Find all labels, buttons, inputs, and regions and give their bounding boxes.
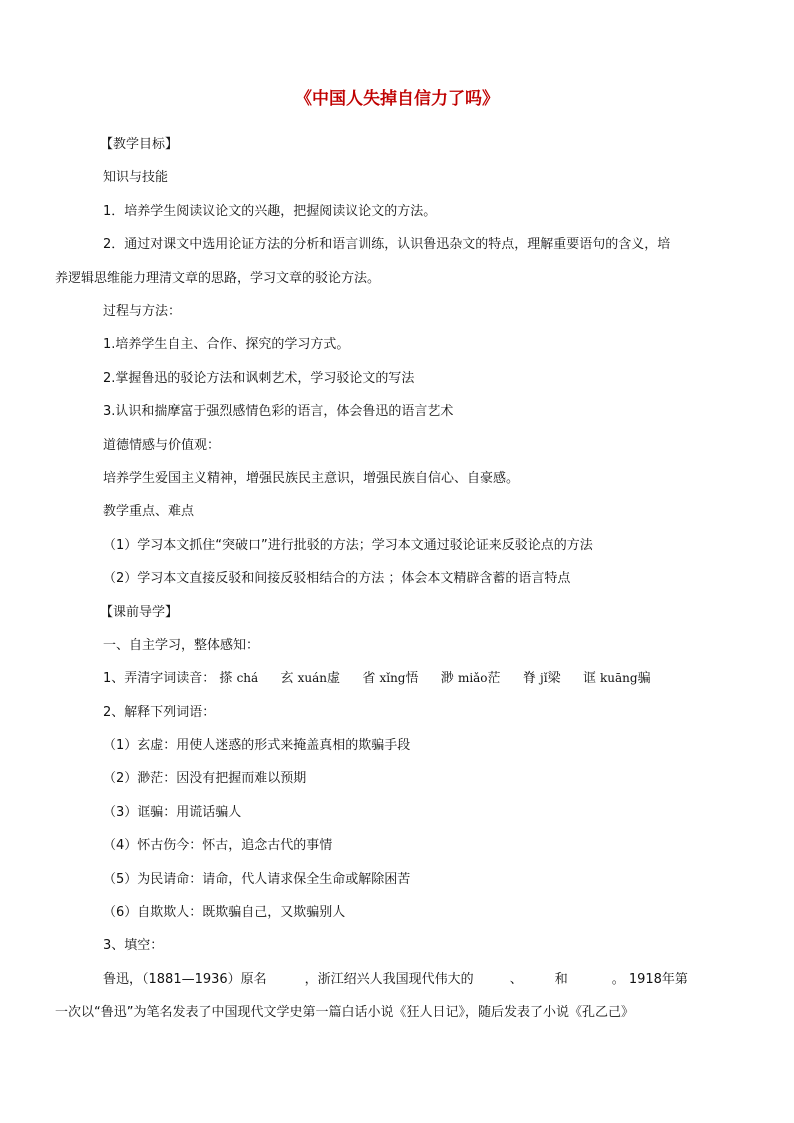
fill-text-a: 鲁迅，（1881—1936）原名 [103,971,267,987]
fill-line-2: 一次以“鲁迅”为笔名发表了中国现代文学史第一篇白话小说《狂人日记》，随后发表了小说《孔乙己》 [55,1005,634,1021]
pron-tail: 骗 [637,671,651,687]
pron-char: 玄 [280,671,294,687]
pron-char: 脊 [522,671,536,687]
subheading-key-points: 教学重点、难点 [103,504,195,520]
objective-item-2 [55,228,717,295]
process-item-3: 3.认识和揣摩富于强烈感情色彩的语言，体会鲁迅的语言艺术 [103,404,454,420]
pron-tail: 梁 [547,671,561,687]
fill-paragraph [55,963,717,1030]
pron-tail: 悟 [405,671,419,687]
pronunciation-label: 1、弄清字词读音： [103,671,216,687]
explain-item-5: （5）为民请命：请命，代人请求保全生命或解除困苦 [103,871,411,887]
pron-char: 渺 [440,671,454,687]
subheading-knowledge: 知识与技能 [103,170,169,186]
explain-item-2: （2）渺茫：因没有把握而难以预期 [103,771,307,787]
pron-pinyin: chá [236,671,259,686]
explain-item-6: （6）自欺欺人：既欺骗自己，又欺骗别人 [103,905,346,921]
process-item-2: 2.掌握鲁迅的驳论方法和讽刺艺术，学习驳论文的写法 [103,370,415,386]
fill-text-d: 和 [554,971,568,987]
pron-tail: 虚 [327,671,341,687]
pronunciation-line [103,662,717,695]
subheading-moral: 道德情感与价值观： [103,437,221,453]
document-body [55,128,717,1030]
fill-text-c: 、 [509,971,523,987]
pron-char: 搽 [219,671,233,687]
pron-item [219,671,258,686]
objective-item-2-line1: 2．通过对课文中选用论证方法的分析和语言训练，认识鲁迅杂文的特点，理解重要语句的含义，培 [103,237,671,253]
pron-pinyin: xuán [297,671,328,686]
pron-item [523,671,561,686]
fill-text-b: ，浙江绍兴人我国现代伟大的 [304,971,474,987]
pron-char: 省 [362,671,376,687]
objective-item-1: 1．培养学生阅读议论文的兴趣，把握阅读议论文的方法。 [103,203,437,219]
pron-item [583,671,651,686]
self-study-heading: 一、自主学习，整体感知： [103,637,260,653]
pron-pinyin: xǐng [379,671,406,686]
key-point-1: （1）学习本文抓住“突破口”进行批驳的方法；学习本文通过驳论证来反驳论点的方法 [103,537,593,553]
objective-item-2-line2: 养逻辑思维能力理清文章的思路，学习文章的驳论方法。 [55,270,381,286]
explain-heading: 2、解释下列词语： [103,704,216,720]
pron-char: 诓 [582,671,596,687]
fill-heading: 3、填空： [103,938,164,954]
pron-tail: 茫 [487,671,501,687]
key-point-2: （2）学习本文直接反驳和间接反驳相结合的方法 ；体会本文精辟含蓄的语言特点 [103,571,571,587]
explain-item-4: （4）怀古伤今：怀古，追念古代的事情 [103,838,333,854]
process-item-1: 1.培养学生自主、合作、探究的学习方式。 [103,337,350,353]
section-heading-objectives: 【教学目标】 [100,137,179,152]
pron-item [362,671,418,686]
document-title: 《中国人失掉自信力了吗》 [295,89,499,109]
pron-item [280,671,340,686]
fill-text-e: 。 1918年第 [611,971,688,987]
pron-pinyin: jǐ [540,671,548,686]
pron-pinyin: miǎo [457,671,488,686]
explain-item-3: （3）诓骗：用谎话骗人 [103,804,242,820]
pron-pinyin: kuāng [600,671,638,686]
pron-item [441,671,501,686]
section-heading-guide: 【课前导学】 [100,604,179,620]
subheading-process: 过程与方法： [103,303,182,319]
moral-text: 培养学生爱国主义精神，增强民族民主意识，增强民族自信心、自豪感。 [103,470,520,486]
explain-item-1: （1）玄虚：用使人迷惑的形式来掩盖真相的欺骗手段 [103,738,411,754]
fill-line-1 [103,963,717,996]
